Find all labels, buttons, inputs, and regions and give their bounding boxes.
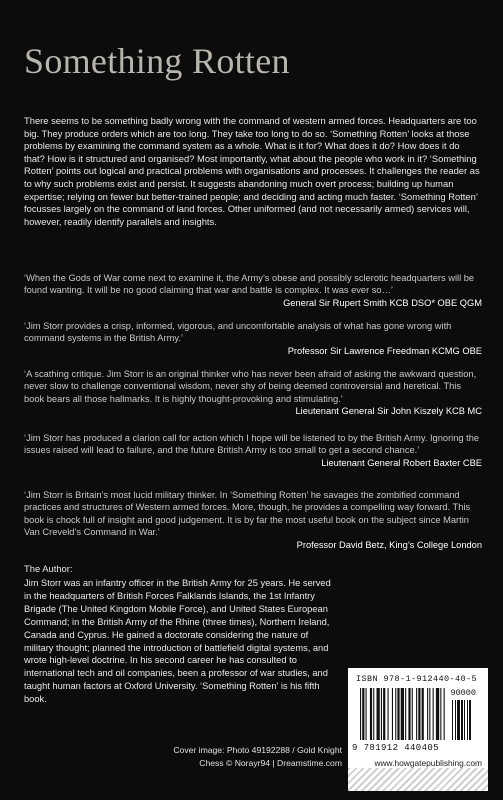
price-code: 90000 xyxy=(450,688,476,698)
endorsement-quote xyxy=(24,432,482,469)
barcode-bar xyxy=(362,688,364,740)
quote-attribution: Professor David Betz, King’s College London xyxy=(296,539,482,550)
author-heading: The Author: xyxy=(24,563,73,574)
barcode-bar xyxy=(395,688,396,740)
endorsement-quote xyxy=(24,272,482,309)
book-title: Something Rotten xyxy=(24,41,290,81)
barcode-bar xyxy=(373,688,374,740)
barcode-bar xyxy=(366,688,367,740)
barcode-bar xyxy=(444,688,445,740)
quote-attribution: General Sir Rupert Smith KCB DSO* OBE QGM xyxy=(283,297,482,308)
quote-attribution: Lieutenant General Sir John Kiszely KCB MC xyxy=(295,406,482,417)
barcode-bar xyxy=(360,688,361,740)
barcode-bar xyxy=(381,688,382,740)
barcode-bar xyxy=(427,688,428,740)
addon-bar xyxy=(455,700,456,740)
barcode-bar xyxy=(377,688,380,740)
website-text: www.howgatepublishing.com xyxy=(374,758,482,768)
barcode-bar xyxy=(388,688,389,740)
quote-attribution: Lieutenant General Robert Baxter CBE xyxy=(321,457,482,468)
barcode-bar xyxy=(408,688,410,740)
author-bio: Jim Storr was an infantry officer in the British Army for 25 years. He served in the headquarters of British Forces Falklands Islands, the 1st Infantry Brigade (The United Kingdom Mobile Force), and United States European Command; in the British Army of the Rhine (three times), Northern Ireland, Canada and Cyprus. He gained a doctorate considering the nature of military thought; planned the introduction of battlefield digital systems, and wrote high-level doctrine. In his second career he has consulted to international tech and oil companies, been a professor of war studies, and taught human factors at Oxford University. ‘Something Rotten’ is his fifth book. xyxy=(24,578,331,705)
barcode-bar xyxy=(392,688,393,740)
barcode-bar xyxy=(436,688,439,740)
isbn-number: ISBN 978-1-912440-40-5 xyxy=(356,674,478,684)
quote-attribution: Professor Sir Lawrence Freedman KCMG OBE xyxy=(287,345,482,356)
cover-image-credit xyxy=(152,744,342,769)
credit-line-1: Cover image: Photo 49192288 / Gold Knight xyxy=(173,745,342,755)
quote-text: ‘A scathing critique. Jim Storr is an original thinker who has never been afraid of asking the awkward question, never slow to challenge conventional wisdom, never shy of being deemed controversial and heretical. This book bears all those hallmarks. It is highly thought-provoking and stimulating.’ xyxy=(24,369,477,404)
barcode-bar xyxy=(416,688,417,740)
ean-number: 9 781912 440405 xyxy=(352,743,440,753)
barcode-bar xyxy=(397,688,399,740)
endorsement-quote xyxy=(24,489,482,551)
endorsement-quote xyxy=(24,368,482,418)
barcode-bar xyxy=(418,688,420,740)
isbn-label xyxy=(356,674,477,684)
barcode-bar xyxy=(405,688,406,740)
barcode-bar xyxy=(422,688,424,740)
hatch-pattern xyxy=(348,768,488,791)
barcode-graphic xyxy=(358,686,478,742)
barcode-bar xyxy=(440,688,441,740)
quote-text: ‘When the Gods of War come next to examine it, the Army’s obese and possibly sclerotic headquarters will be found wanting. It will be no good claiming that war and battle is complex. It was ever so…’ xyxy=(24,273,475,296)
endorsement-quote xyxy=(24,320,482,357)
addon-bar xyxy=(461,700,463,740)
quote-text: ‘Jim Storr has produced a clarion call for action which I hope will be listened to by the British Army. Ignoring the issues raised will lead to failure, and the future British Army is too small to get a second chance.’ xyxy=(24,433,480,456)
book-blurb: There seems to be something badly wrong with the command of western armed forces. Headquarters are too big. They produce orders which are too long. They take too long to do so. ‘Something Rotten’ looks at those problems by examining the command system as a whole. What is it for? What does it do? How does it do that? How is it structured and organised? Most importantly, what about the people who work in it? ‘Something Rotten’ points out logical and practical problems with organisations and processes. It challenges the reader as to why such problems exist and persist. It suggests abandoning much overt process; building up human expertise; relying on fewer but better-trained people; and deciding and acting much faster. ‘Something Rotten’ focusses largely on the command of land forces. Other uniformed (and not necessarily armed) services will, however, readily identify parallels and insights. xyxy=(24,115,480,227)
isbn-barcode-panel xyxy=(348,668,488,791)
barcode-bar xyxy=(383,688,385,740)
addon-bar xyxy=(464,700,465,740)
barcode-bar xyxy=(433,688,434,740)
barcode-bar xyxy=(412,688,413,740)
addon-bar xyxy=(469,700,471,740)
publisher-website xyxy=(348,758,488,768)
quote-text: ‘Jim Storr provides a crisp, informed, vigorous, and uncomfortable analysis of what has gone wrong with command systems in the British Army.’ xyxy=(24,321,452,344)
credit-line-2: Chess © Norayr94 | Dreamstime.com xyxy=(199,757,342,768)
quote-text: ‘Jim Storr is Britain’s most lucid military thinker. In ‘Something Rotten’ he savages the zombified command practices and structures of Western armed forces. More, though, he provides a compelling way forward. This book is chock full of insight and good judgement. It is by far the most useful book on the subject since Martin Van Creveld’s Command in War.’ xyxy=(24,490,471,538)
addon-bar xyxy=(467,700,468,740)
addon-bar xyxy=(457,700,460,740)
addon-bar xyxy=(452,700,453,740)
barcode-bar xyxy=(401,688,404,740)
barcode-bar xyxy=(429,688,430,740)
barcode-bar xyxy=(370,688,372,740)
